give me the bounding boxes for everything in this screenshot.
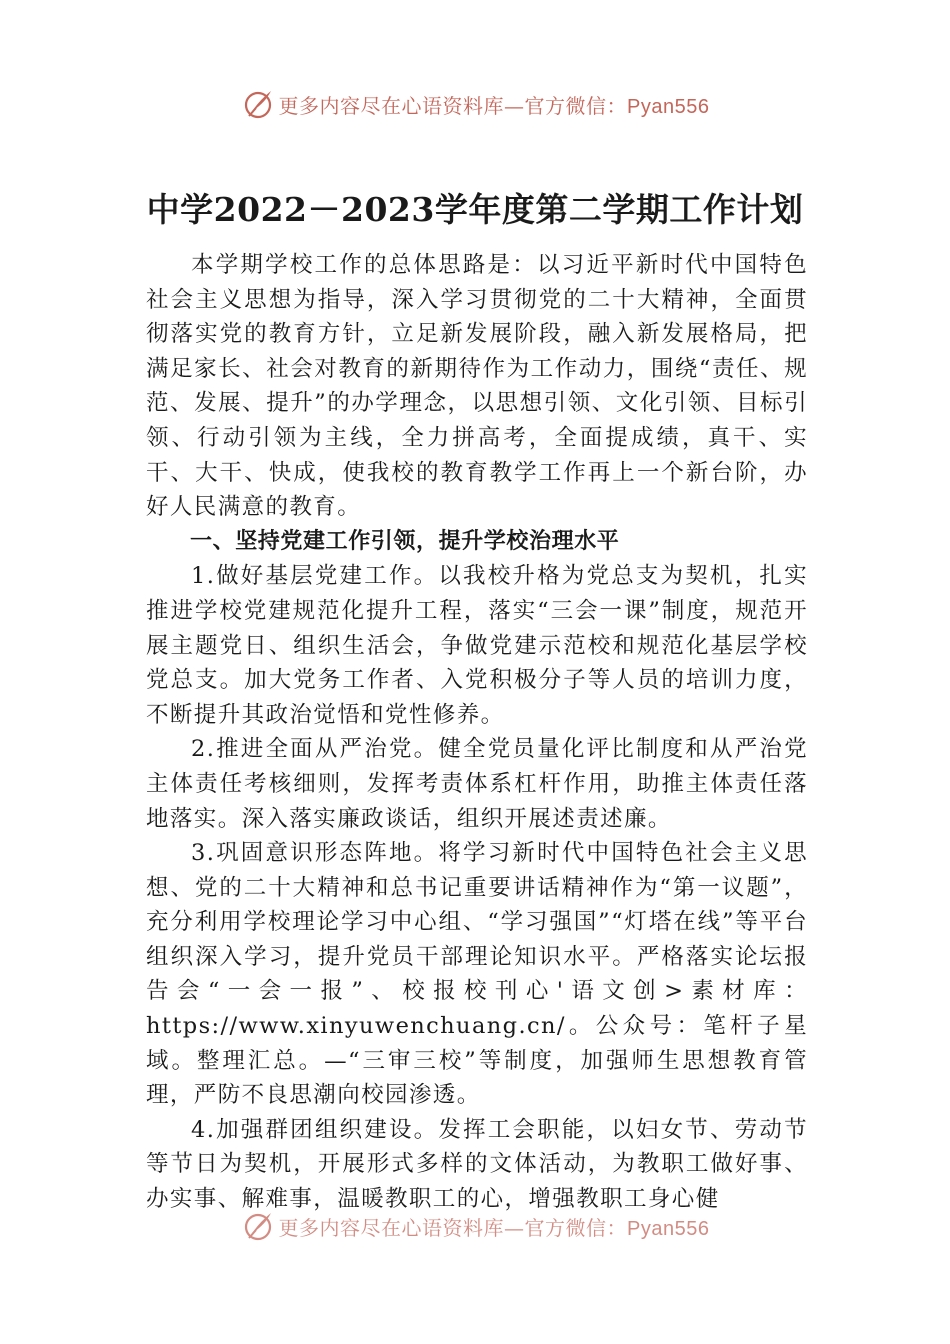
footer-watermark — [0, 1206, 950, 1246]
paragraph-item-4: 4.加强群团组织建设。发挥工会职能，以妇女节、劳动节等节日为契机，开展形式多样的文体活动，为教职工做好事、办实事、解难事，温暖教职工的心，增强教职工身心健 — [146, 1116, 808, 1213]
watermark-wechat-id: Pyan556 — [627, 95, 710, 118]
feather-pen-logo-icon — [241, 1209, 275, 1243]
document-title: 中学2022－2023学年度第二学期工作计划 — [146, 190, 804, 229]
document-body — [146, 248, 808, 1217]
section-heading: 一、坚持党建工作引领，提升学校治理水平 — [190, 528, 620, 554]
watermark-text: 更多内容尽在心语资料库—官方微信： — [278, 93, 628, 118]
feather-pen-logo-icon — [241, 87, 275, 121]
watermark-text: 更多内容尽在心语资料库—官方微信： — [278, 1215, 628, 1240]
watermark-wechat-id: Pyan556 — [627, 1217, 710, 1240]
paragraph-item-2: 2.推进全面从严治党。健全党员量化评比制度和从严治党主体责任考核细则，发挥考责体系杠杆作用，助推主体责任落地落实。深入落实廉政谈话，组织开展述责述廉。 — [146, 736, 808, 832]
paragraph-intro: 本学期学校工作的总体思路是：以习近平新时代中国特色社会主义思想为指导，深入学习贯彻党的二十大精神，全面贯彻落实党的教育方针，立足新发展阶段，融入新发展格局，把满足家长、社会对教育的新期待作为工作动力，围绕“责任、规范、发展、提升”的办学理念，以思想引领、文化引领、目标引领、行动引领为主线，全力拼高考，全面提成绩，真干、实干、大干、快成，使我校的教育教学工作再上一个新台阶，办好人民满意的教育。 — [146, 252, 808, 521]
paragraph-item-1: 1.做好基层党建工作。以我校升格为党总支为契机，扎实推进学校党建规范化提升工程，落实“三会一课”制度，规范开展主题党日、组织生活会，争做党建示范校和规范化基层学校党总支。加大党务工作者、入党积极分子等人员的培训力度，不断提升其政治觉悟和党性修养。 — [146, 563, 808, 728]
paragraph-item-3: 3.巩固意识形态阵地。将学习新时代中国特色社会主义思想、党的二十大精神和总书记重要讲话精神作为“第一议题”，充分利用学校理论学习中心组、“学习强国”“灯塔在线”等平台组织深入学习，提升党员干部理论知识水平。严格落实论坛报告会“一会一报”、校报校刊心'语文创>素材库：https://www.xinyuwenchuang.cn/。公众号：笔杆子星域。整理汇总。—“三审三校”等制度，加强师生思想教育管理，严防不良思潮向校园渗透。 — [146, 840, 808, 1109]
header-watermark — [0, 84, 950, 124]
